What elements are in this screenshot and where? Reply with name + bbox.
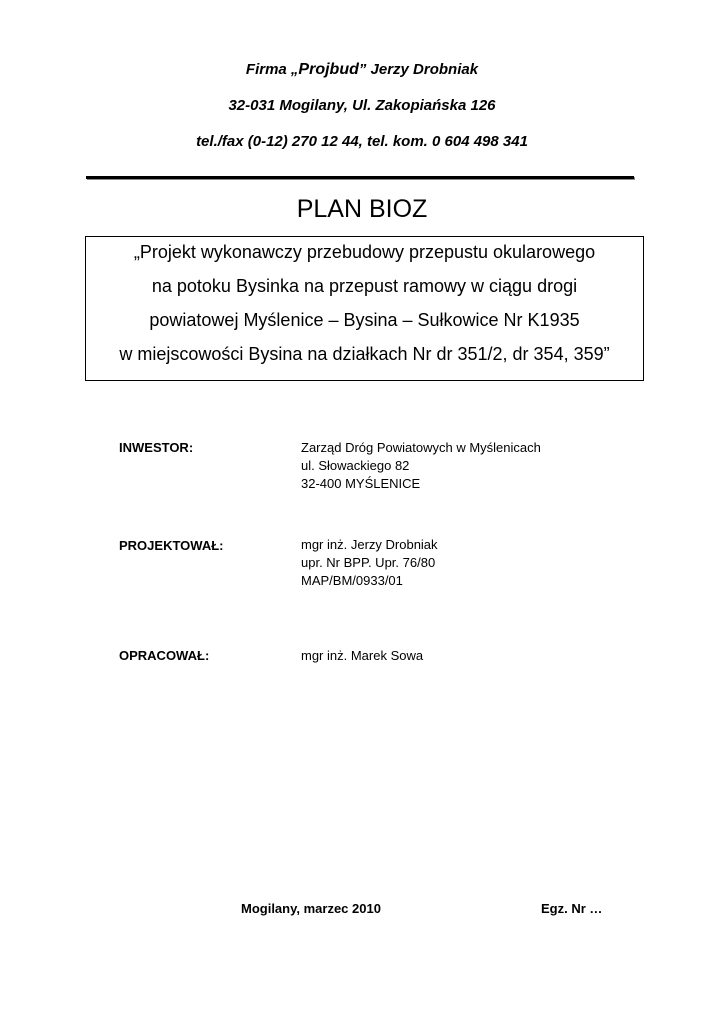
author-label: OPRACOWAŁ: [119, 648, 210, 663]
description-line: na potoku Bysinka na przepust ramowy w ciągu drogi [151, 276, 578, 296]
place-and-date: Mogilany, marzec 2010 [241, 901, 381, 916]
company-owner: ” Jerzy Drobniak [358, 61, 479, 78]
investor-city: 32-400 MYŚLENICE [301, 476, 421, 491]
header-divider [86, 176, 634, 179]
document-title: PLAN BIOZ [296, 195, 428, 223]
project-description-box [85, 236, 644, 381]
author-details [301, 647, 423, 665]
designer-license: upr. Nr BPP. Upr. 76/80 [301, 555, 436, 570]
designer-registration: MAP/BM/0933/01 [301, 573, 403, 588]
company-name-line [0, 61, 724, 79]
investor-details [301, 439, 541, 493]
designer-label: PROJEKTOWAŁ: [119, 538, 224, 553]
description-line: powiatowej Myślenice – Bysina – Sułkowice Nr K1935 [149, 310, 580, 330]
designer-details [301, 536, 438, 590]
company-phone: tel./fax (0-12) 270 12 44, tel. kom. 0 604 498 341 [196, 133, 528, 150]
author-name: mgr inż. Marek Sowa [301, 648, 424, 663]
company-prefix: Firma „ [245, 61, 299, 78]
company-brand: Projbud [298, 61, 359, 78]
company-address: 32-031 Mogilany, Ul. Zakopiańska 126 [228, 97, 496, 114]
designer-name: mgr inż. Jerzy Drobniak [301, 537, 438, 552]
description-line: w miejscowości Bysina na działkach Nr dr 351/2, dr 354, 359” [119, 344, 610, 364]
copy-number: Egz. Nr … [541, 901, 603, 916]
investor-label: INWESTOR: [119, 440, 194, 455]
investor-name: Zarząd Dróg Powiatowych w Myślenicach [301, 440, 541, 455]
investor-street: ul. Słowackiego 82 [301, 458, 410, 473]
description-line: „Projekt wykonawczy przebudowy przepustu okularowego [133, 242, 596, 262]
